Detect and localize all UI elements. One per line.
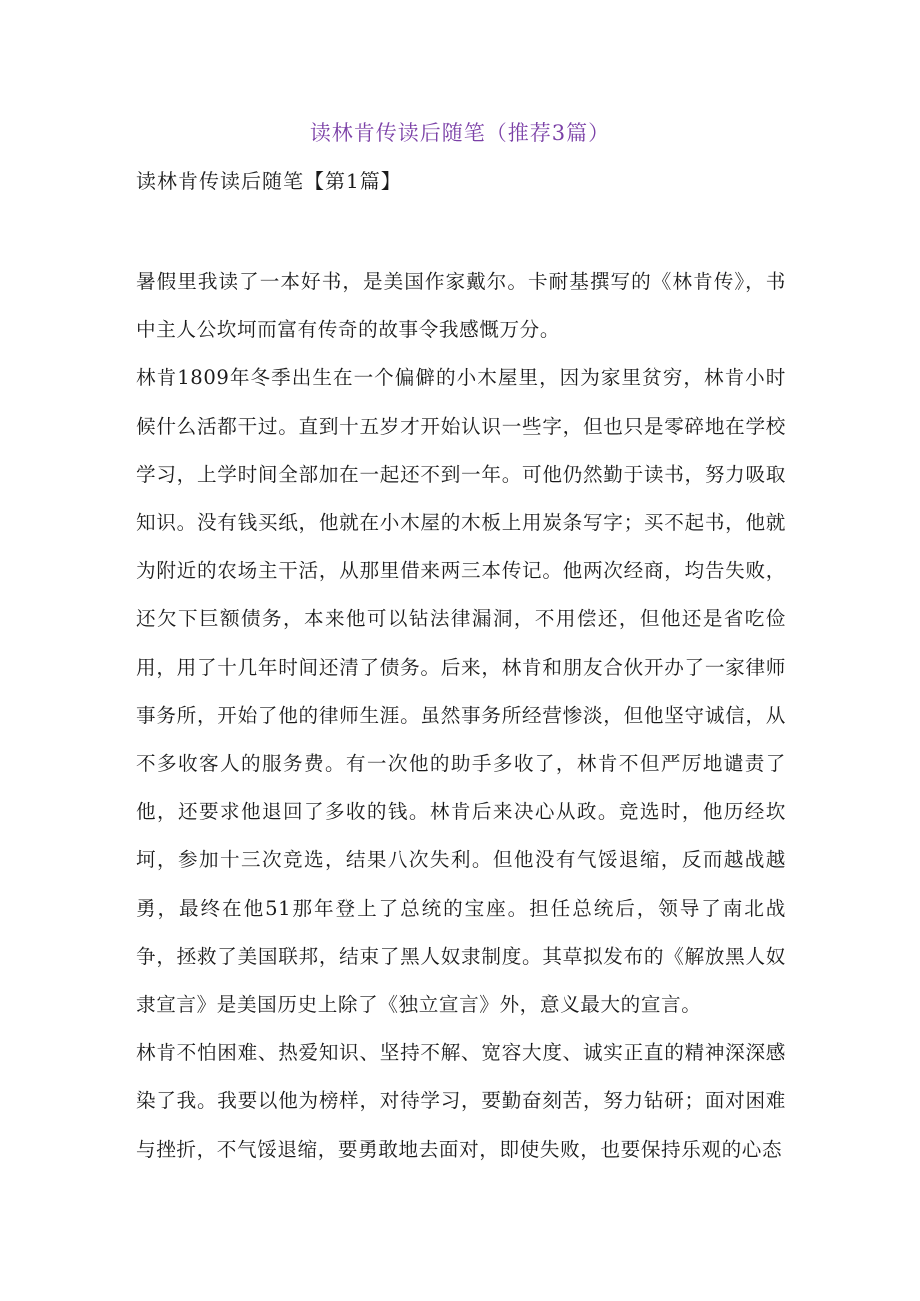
paragraph-reflection: 林肯不怕困难、热爱知识、坚持不解、宽容大度、诚实正直的精神深深感染了我。我要以他为榜样，对待学习，要勤奋刻苦，努力钻研；面对困难与挫折，不气馁退缩，要勇敢地去面对，即使失败，也要保持乐观的心态 xyxy=(136,1041,786,1161)
section-heading: 读林肯传读后随笔【第1篇】 xyxy=(136,169,402,193)
paragraph-intro: 暑假里我读了一本好书，是美国作家戴尔。卡耐基撰写的《林肯传》，书中主人公坎坷而富有传奇的故事令我感慨万分。 xyxy=(136,270,786,342)
document-title: 读林肯传读后随笔（推荐3篇） xyxy=(309,121,611,145)
document-body xyxy=(136,258,786,1174)
paragraph-biography: 林肯1809年冬季出生在一个偏僻的小木屋里，因为家里贫穷，林肯小时候什么活都干过。直到十五岁才开始认识一些字，但也只是零碎地在学校学习，上学时间全部加在一起还不到一年。可他仍然勤于读书，努力吸取知识。没有钱买纸，他就在小木屋的木板上用炭条写字；买不起书，他就为附近的农场主干活，从那里借来两三本传记。他两次经商，均告失败，还欠下巨额债务，本来他可以钻法律漏洞，不用偿还，但他还是省吃俭用，用了十几年时间还清了债务。后来，林肯和朋友合伙开办了一家律师事务所，开始了他的律师生涯。虽然事务所经营惨淡，但他坚守诚信，从不多收客人的服务费。有一次他的助手多收了，林肯不但严厉地谴责了他，还要求他退回了多收的钱。林肯后来决心从政。竞选时，他历经坎坷，参加十三次竞选，结果八次失利。但他没有气馁退缩，反而越战越勇，最终在他51那年登上了总统的宝座。担任总统后，领导了南北战争，拯救了美国联邦，结束了黑人奴隶制度。其草拟发布的《解放黑人奴隶宣言》是美国历史上除了《独立宣言》外，意义最大的宣言。 xyxy=(136,366,786,1017)
